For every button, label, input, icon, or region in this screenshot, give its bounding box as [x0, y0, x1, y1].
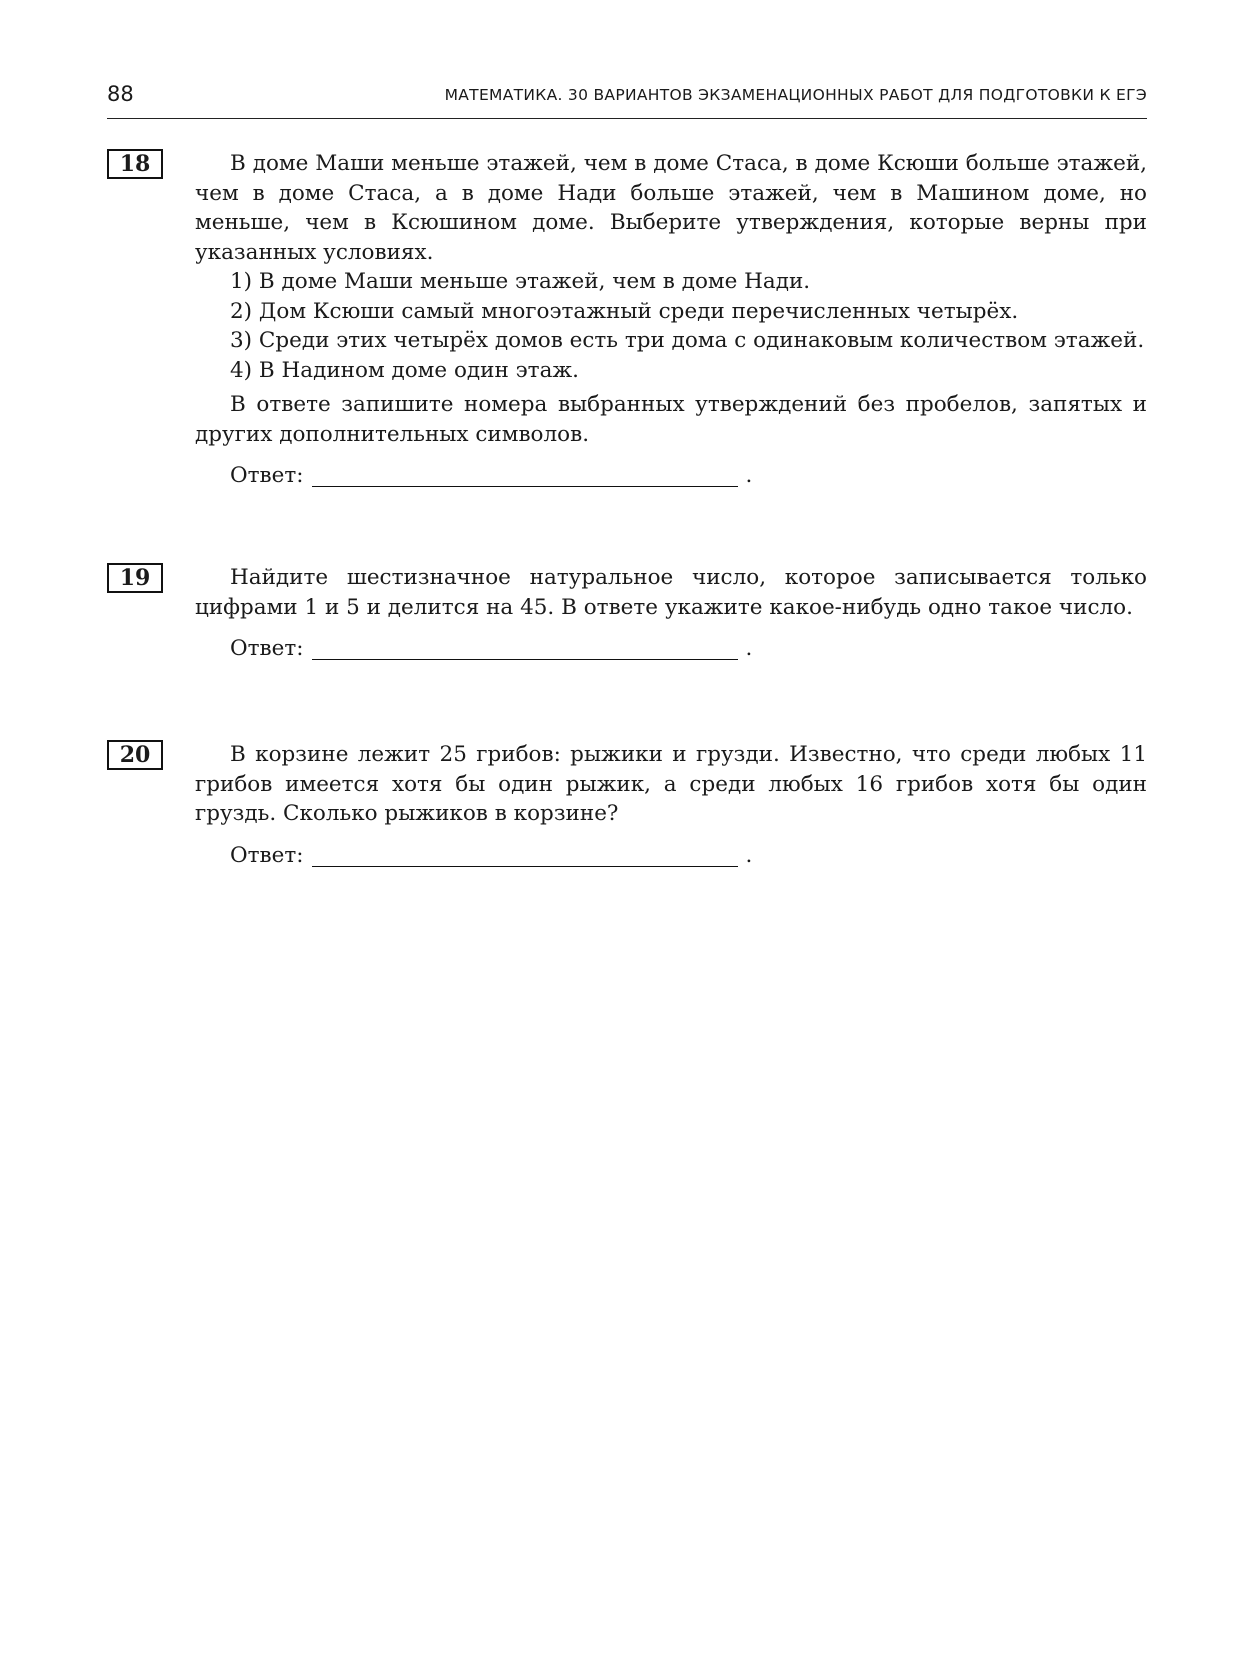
answer-label: Ответ:	[230, 463, 304, 488]
answer-row	[195, 634, 1147, 664]
page-header	[107, 80, 1147, 119]
running-title: МАТЕМАТИКА. 30 ВАРИАНТОВ ЭКЗАМЕНАЦИОННЫХ РАБОТ ДЛЯ ПОДГОТОВКИ К ЕГЭ	[444, 86, 1147, 104]
answer-field[interactable]	[312, 658, 738, 660]
task-body	[195, 740, 1147, 871]
task-statement: Найдите шестизначное натуральное число, которое записывается только цифрами 1 и 5 и делится на 45. В ответе укажите какое-нибудь одно такое число.	[195, 565, 1147, 620]
task-body	[195, 563, 1147, 664]
statement-item: 4) В Надином доме один этаж.	[230, 357, 580, 383]
task-statement: В корзине лежит 25 грибов: рыжики и грузди. Известно, что среди любых 11 грибов имеется хотя бы один рыжик, а среди любых 16 грибов хотя бы один груздь. Сколько рыжиков в корзине?	[195, 742, 1147, 826]
statement-item: 1) В доме Маши меньше этажей, чем в доме Нади.	[230, 269, 811, 294]
answer-row	[195, 841, 1147, 871]
task-number-box: 20	[107, 740, 163, 770]
answer-instruction: В ответе запишите номера выбранных утверждений без пробелов, запятых и других дополнительных символов.	[195, 392, 1147, 447]
task-number-box: 19	[107, 563, 163, 593]
answer-period: .	[745, 463, 753, 488]
task-body	[195, 149, 1147, 491]
answer-period: .	[745, 636, 753, 661]
task-number-box: 18	[107, 149, 163, 179]
statement-item: 3) Среди этих четырёх домов есть три дома с одинаковым количеством этажей.	[230, 328, 1145, 353]
answer-label: Ответ:	[230, 842, 304, 868]
answer-row	[195, 461, 1147, 491]
answer-label: Ответ:	[230, 636, 304, 661]
answer-field[interactable]	[312, 865, 738, 867]
answer-period: .	[745, 842, 753, 868]
task-statement: В доме Маши меньше этажей, чем в доме Стаса, в доме Ксюши больше этажей, чем в доме Стаса, а в доме Нади больше этажей, чем в Машином доме, но меньше, чем в Ксюшином доме. Выберите утверждения, которые верны при указанных условиях.	[195, 151, 1147, 265]
statement-item: 2) Дом Ксюши самый многоэтажный среди перечисленных четырёх.	[230, 298, 1019, 324]
answer-field[interactable]	[312, 485, 738, 487]
page-number: 88	[107, 82, 134, 106]
